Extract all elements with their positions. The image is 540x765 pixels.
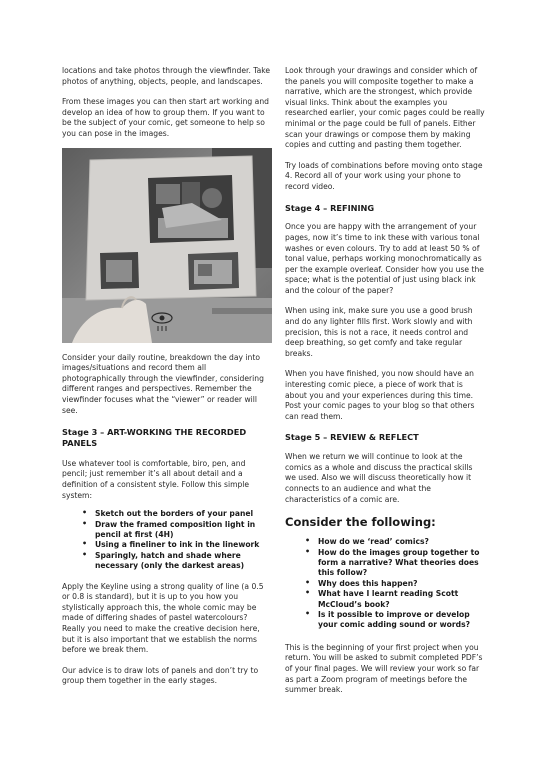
left-paragraph-3: Consider your daily routine, breakdown the day into images/situations and record them all photographically through the viewfinder, considering different ranges and perspectives. Remember the viewfinder focuses what the “viewer” or reader will see. [62,352,264,415]
bullet-item: • Using a fineliner to ink in the linework [62,540,272,550]
bullet-item: • Is it possible to improve or develop your comic adding sound or words? [285,610,485,631]
stage-3-heading: Stage 3 – ART-WORKING THE RECORDED PANELS [62,427,247,448]
right-paragraph-2: Try loads of combinations before moving onto stage 4. Record all of your work using your phone to record video. [285,160,483,191]
stage-4-heading: Stage 4 – REFINING [285,202,375,213]
consider-bullet-list [285,537,485,631]
left-paragraph-1: locations and take photos through the viewfinder. Take photos of anything, objects, people, and landscapes. [62,66,271,86]
left-column [62,66,272,687]
bullet-item: • Draw the framed composition light in pencil at first (4H) [62,520,272,541]
right-paragraph-6: When we return we will continue to look at the comics as a whole and discuss the practical skills we used. Also we will discuss theoretically how it connects to an audience and what the characteristics of a comic are. [285,452,473,504]
viewfinder-photo [62,148,272,343]
stage-5-heading: Stage 5 – REVIEW & REFLECT [285,432,419,443]
stage-3-bullet-list [62,509,272,571]
left-paragraph-6: Our advice is to draw lots of panels and don’t try to group them together in the early stages. [62,665,259,686]
bullet-item: • Sketch out the borders of your panel [62,509,272,519]
right-paragraph-7: This is the beginning of your first project when you return. You will be asked to submit completed PDF’s of your final pages. We will review your work so far as part a Zoom program of meetings before the summer break. [285,642,483,695]
right-paragraph-3: Once you are happy with the arrangement of your pages, now it’s time to ink these with various tonal washes or even colours. Try to add at least 50 % of tonal value, perhaps working monochromatically as per the example overleaf. Consider how you use the space; what is the potential of just using black ink and the colour of the paper? [285,222,484,295]
left-paragraph-5: Apply the Keyline using a strong quality of line (a 0.5 or 0.8 is standard), but it is up to you how you stylistically approach this, the whole comic may be made of differing shades of pastel watercolours? Really you need to make the creative decision here, but it is also important that we establish the norms before we break them. [62,581,264,655]
right-column [285,66,485,696]
bullet-item: • How do we ‘read’ comics? [285,537,485,547]
right-paragraph-4: When using ink, make sure you use a good brush and do any lighter fills first. Work slowly and with precision, this is not a race, it needs control and deep breathing, so get comfy and take regular breaks. [285,306,473,358]
left-paragraph-2: From these images you can then start art working and develop an idea of how to group them. If you want to be the subject of your comic, get someone to help so you can pose in the images. [62,97,269,138]
bullet-item: • What have I learnt reading Scott McCloud’s book? [285,589,485,610]
consider-heading: Consider the following: [285,515,436,530]
bullet-item: • Why does this happen? [285,579,485,589]
right-paragraph-5: When you have finished, you now should have an interesting comic piece, a piece of work that is about you and your experiences during this time. Post your comic pages to your blog so that others can read them. [285,369,475,421]
bullet-item: • Sparingly, hatch and shade where necessary (only the darkest areas) [62,551,272,572]
right-paragraph-1: Look through your drawings and consider which of the panels you will composite together to make a narrative, which are the strongest, which provide visual links. Think about the examples you researched earlier, your comic pages could be really minimal or the page could be full of panels. Either scan your drawings or compose them by making copies and cutting and pasting them together. [285,66,485,150]
left-paragraph-4: Use whatever tool is comfortable, biro, pen, and pencil; just remember it’s all about detail and a definition of a consistent style. Follow this simple system: [62,458,250,500]
bullet-item: • How do the images group together to form a narrative? What theories does this follow? [285,548,485,579]
